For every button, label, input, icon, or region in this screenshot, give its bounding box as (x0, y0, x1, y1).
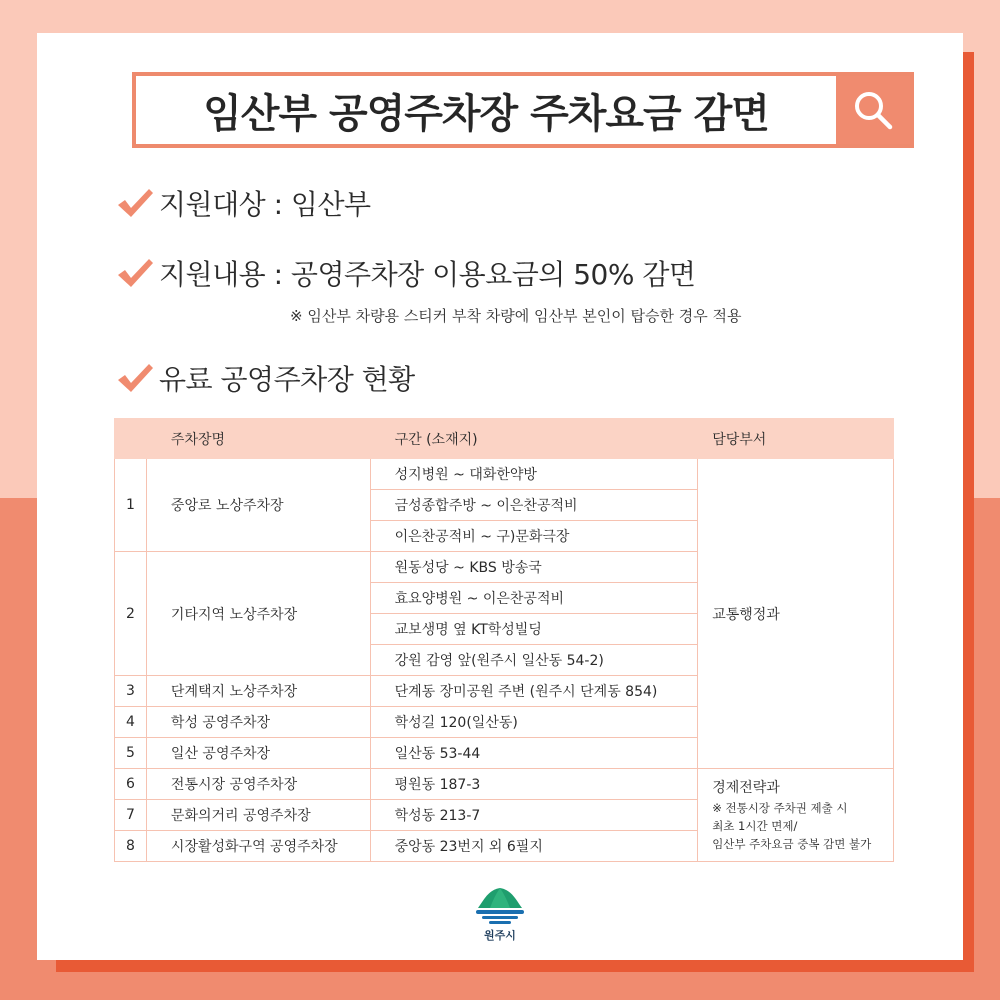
department-economy-name: 경제전략과 (712, 780, 780, 796)
department-economy-note: ※ 전통시장 주차권 제출 시 (712, 801, 848, 815)
parking-name: 중앙로 노상주차장 (146, 459, 370, 552)
parking-location: 이은찬공적비 ~ 구)문화극장 (370, 521, 698, 552)
mountain-logo-icon (474, 886, 526, 926)
parking-status-heading: 유료 공영주차장 현황 (159, 363, 415, 396)
parking-name: 기타지역 노상주차장 (146, 552, 370, 676)
page-title: 임산부 공영주차장 주차요금 감면 (203, 90, 769, 137)
parking-name: 일산 공영주차장 (146, 738, 370, 769)
parking-location: 강원 감영 앞(원주시 일산동 54-2) (370, 645, 698, 676)
wonju-city-logo (474, 886, 526, 946)
parking-name: 단계택지 노상주차장 (146, 676, 370, 707)
parking-location: 학성길 120(일산동) (370, 707, 698, 738)
department-economy-note: 임산부 주차요금 중복 감면 불가 (712, 837, 872, 851)
eligibility-note: ※ 임산부 차량용 스티커 부착 차량에 임산부 본인이 탑승한 경우 적용 (290, 307, 742, 325)
support-target-text: 지원대상 : 임산부 (159, 188, 371, 221)
department-traffic: 교통행정과 (698, 459, 894, 769)
row-number: 2 (115, 552, 147, 676)
content-card (37, 33, 963, 960)
check-icon (115, 186, 155, 220)
parking-name: 문화의거리 공영주차장 (146, 800, 370, 831)
row-number: 4 (115, 707, 147, 738)
parking-location: 금성종합주방 ~ 이은찬공적비 (370, 490, 698, 521)
parking-location: 효요양병원 ~ 이은찬공적비 (370, 583, 698, 614)
row-number: 1 (115, 459, 147, 552)
search-button[interactable] (836, 76, 910, 144)
parking-table (114, 418, 894, 862)
parking-location: 평원동 187-3 (370, 769, 698, 800)
search-icon (851, 88, 895, 132)
row-number: 8 (115, 831, 147, 862)
row-number: 5 (115, 738, 147, 769)
parking-location: 일산동 53-44 (370, 738, 698, 769)
row-number: 7 (115, 800, 147, 831)
parking-status-row (115, 358, 415, 398)
department-economy-note: 최초 1시간 면제/ (712, 819, 798, 833)
support-content-row (115, 253, 695, 293)
parking-name: 학성 공영주차장 (146, 707, 370, 738)
table-row (115, 459, 894, 490)
row-number: 6 (115, 769, 147, 800)
parking-location: 성지병원 ~ 대화한약방 (370, 459, 698, 490)
row-number: 3 (115, 676, 147, 707)
check-icon (115, 256, 155, 290)
table-header-row (115, 419, 894, 459)
support-target-row (115, 183, 371, 223)
parking-name: 시장활성화구역 공영주차장 (146, 831, 370, 862)
table-row (115, 769, 894, 800)
department-economy (698, 769, 894, 862)
parking-location: 중앙동 23번지 외 6필지 (370, 831, 698, 862)
parking-name: 전통시장 공영주차장 (146, 769, 370, 800)
title-banner (132, 72, 914, 148)
parking-location: 단계동 장미공원 주변 (원주시 단계동 854) (370, 676, 698, 707)
logo-text: 원주시 (484, 929, 516, 942)
table-header-no (115, 419, 147, 459)
check-icon (115, 361, 155, 395)
table-header-location: 구간 (소재지) (370, 419, 698, 459)
parking-location: 교보생명 옆 KT학성빌딩 (370, 614, 698, 645)
table-header-dept: 담당부서 (698, 419, 894, 459)
parking-location: 학성동 213-7 (370, 800, 698, 831)
table-header-name: 주차장명 (146, 419, 370, 459)
support-content-text: 지원내용 : 공영주차장 이용요금의 50% 감면 (159, 258, 696, 291)
parking-location: 원동성당 ~ KBS 방송국 (370, 552, 698, 583)
